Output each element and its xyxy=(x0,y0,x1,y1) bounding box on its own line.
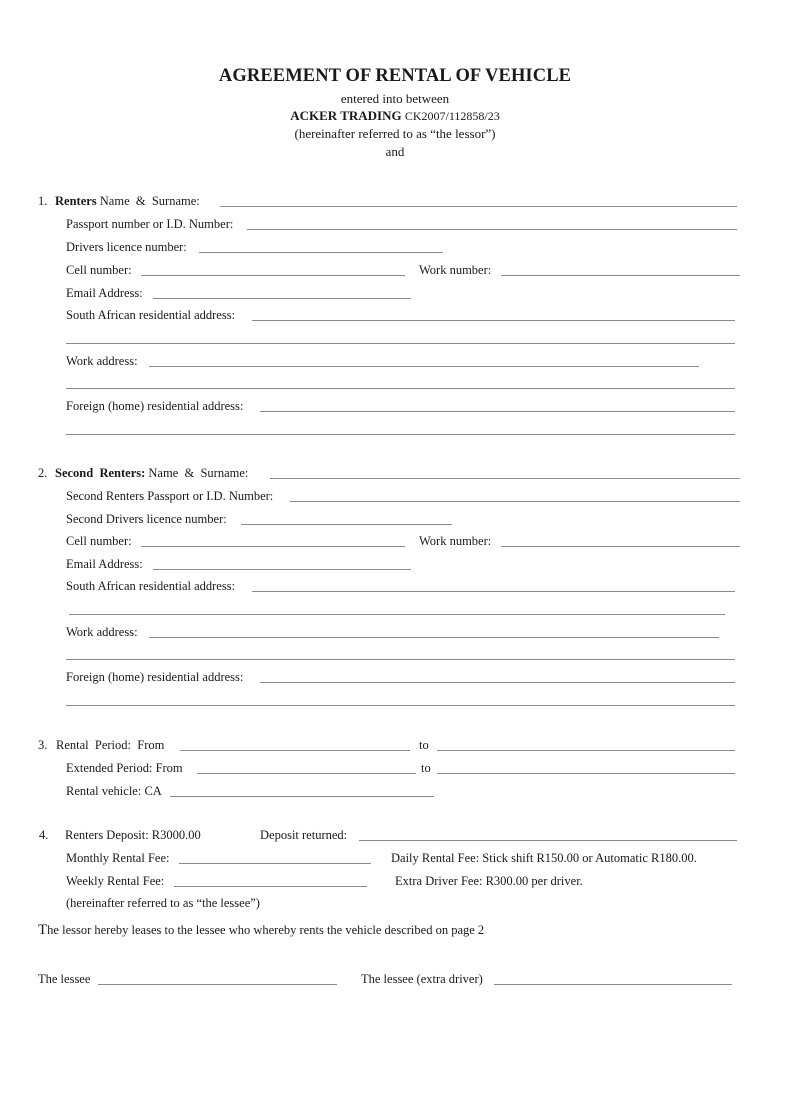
second-renter-sa-address-field-1[interactable] xyxy=(252,591,735,592)
renter-passport-label: Passport number or I.D. Number: xyxy=(66,217,234,231)
second-renter-passport-label: Second Renters Passport or I.D. Number: xyxy=(66,489,274,503)
lease-statement-initial: T xyxy=(38,922,48,938)
section3-number: 3. xyxy=(38,738,48,752)
section4-number: 4. xyxy=(39,828,49,842)
renter-cell-field[interactable] xyxy=(141,275,405,276)
lease-statement-body: he lessor hereby leases to the lessee who whereby rents the vehicle described on page 2 xyxy=(47,923,485,937)
lessee-signature-label: The lessee xyxy=(38,972,91,986)
rental-period-to-field[interactable] xyxy=(437,750,735,751)
second-renter-cell-field[interactable] xyxy=(141,546,405,547)
section1-heading: Renters xyxy=(55,194,97,208)
and-text: and xyxy=(385,144,405,159)
extended-period-to-label: to xyxy=(421,761,431,775)
renter-foreign-address-field-2[interactable] xyxy=(66,434,735,435)
renter-licence-field[interactable] xyxy=(199,252,443,253)
section1-number: 1. xyxy=(38,194,48,208)
section2-number: 2. xyxy=(38,466,48,480)
extra-driver-signature-label: The lessee (extra driver) xyxy=(361,972,483,986)
second-renter-work-address-field-1[interactable] xyxy=(149,637,719,638)
renters-deposit-text: Renters Deposit: R3000.00 xyxy=(65,828,201,842)
monthly-fee-field[interactable] xyxy=(179,863,371,864)
extended-period-to-field[interactable] xyxy=(437,773,735,774)
second-renter-work-number-field[interactable] xyxy=(501,546,740,547)
renter-name-label: Name & Surname: xyxy=(99,194,200,208)
second-renter-work-number-label: Work number: xyxy=(419,534,492,548)
renter-licence-label: Drivers licence number: xyxy=(66,240,187,254)
extra-driver-signature-field[interactable] xyxy=(494,984,732,985)
second-renter-work-address-label: Work address: xyxy=(66,625,138,639)
weekly-fee-field[interactable] xyxy=(174,886,367,887)
second-renter-licence-label: Second Drivers licence number: xyxy=(66,512,227,526)
weekly-fee-label: Weekly Rental Fee: xyxy=(66,874,165,888)
rental-vehicle-field[interactable] xyxy=(170,796,434,797)
renter-work-number-label: Work number: xyxy=(419,263,492,277)
second-renter-name-field[interactable] xyxy=(270,478,740,479)
second-renter-email-field[interactable] xyxy=(153,569,411,570)
extra-driver-fee-text: Extra Driver Fee: R300.00 per driver. xyxy=(395,874,583,888)
second-renter-passport-field[interactable] xyxy=(290,501,740,502)
extended-period-from-field[interactable] xyxy=(197,773,416,774)
deposit-returned-label: Deposit returned: xyxy=(260,828,348,842)
document-title: AGREEMENT OF RENTAL OF VEHICLE xyxy=(218,66,572,86)
lessee-signature-field[interactable] xyxy=(98,984,337,985)
lessor-company xyxy=(0,108,790,124)
renter-work-number-field[interactable] xyxy=(501,275,740,276)
second-renter-cell-label: Cell number: xyxy=(66,534,132,548)
lessee-note: (hereinafter referred to as “the lessee”) xyxy=(66,896,260,910)
second-renter-sa-address-label: South African residential address: xyxy=(66,579,236,593)
second-renter-sa-address-field-2[interactable] xyxy=(69,614,725,615)
renter-sa-address-label: South African residential address: xyxy=(66,308,236,322)
company-name: ACKER TRADING xyxy=(290,108,402,123)
second-renter-email-label: Email Address: xyxy=(66,557,143,571)
renter-sa-address-field-2[interactable] xyxy=(66,343,735,344)
rental-period-label: Rental Period: From xyxy=(56,738,165,752)
renter-foreign-address-label: Foreign (home) residential address: xyxy=(66,399,244,413)
second-renter-name-label: Name & Surname: xyxy=(148,466,249,480)
second-renter-foreign-address-label: Foreign (home) residential address: xyxy=(66,670,244,684)
deposit-returned-field[interactable] xyxy=(359,840,737,841)
renter-email-field[interactable] xyxy=(153,298,411,299)
renter-sa-address-field-1[interactable] xyxy=(252,320,735,321)
entered-into-text: entered into between xyxy=(340,91,450,106)
extended-period-label: Extended Period: From xyxy=(66,761,183,775)
renter-work-address-field-2[interactable] xyxy=(66,388,735,389)
daily-fee-text: Daily Rental Fee: Stick shift R150.00 or Automatic R180.00. xyxy=(391,851,697,865)
company-registration: CK2007/112858/23 xyxy=(404,109,500,123)
renter-passport-field[interactable] xyxy=(247,229,737,230)
section2-heading-row xyxy=(55,466,248,480)
renter-name-field[interactable] xyxy=(220,206,737,207)
rental-vehicle-label: Rental vehicle: CA xyxy=(66,784,162,798)
renter-work-address-field-1[interactable] xyxy=(149,366,699,367)
lease-statement xyxy=(38,923,484,937)
rental-period-to-label: to xyxy=(419,738,429,752)
renter-foreign-address-field-1[interactable] xyxy=(260,411,735,412)
second-renter-work-address-field-2[interactable] xyxy=(66,659,735,660)
rental-period-from-field[interactable] xyxy=(180,750,410,751)
renter-email-label: Email Address: xyxy=(66,286,143,300)
monthly-fee-label: Monthly Rental Fee: xyxy=(66,851,170,865)
renter-work-address-label: Work address: xyxy=(66,354,138,368)
section1-heading-row xyxy=(55,194,200,208)
second-renter-foreign-address-field-2[interactable] xyxy=(66,705,735,706)
second-renter-licence-field[interactable] xyxy=(241,524,452,525)
second-renter-foreign-address-field-1[interactable] xyxy=(260,682,735,683)
lessor-note: (hereinafter referred to as “the lessor”) xyxy=(294,126,496,141)
section2-heading: Second Renters: xyxy=(55,466,146,480)
renter-cell-label: Cell number: xyxy=(66,263,132,277)
